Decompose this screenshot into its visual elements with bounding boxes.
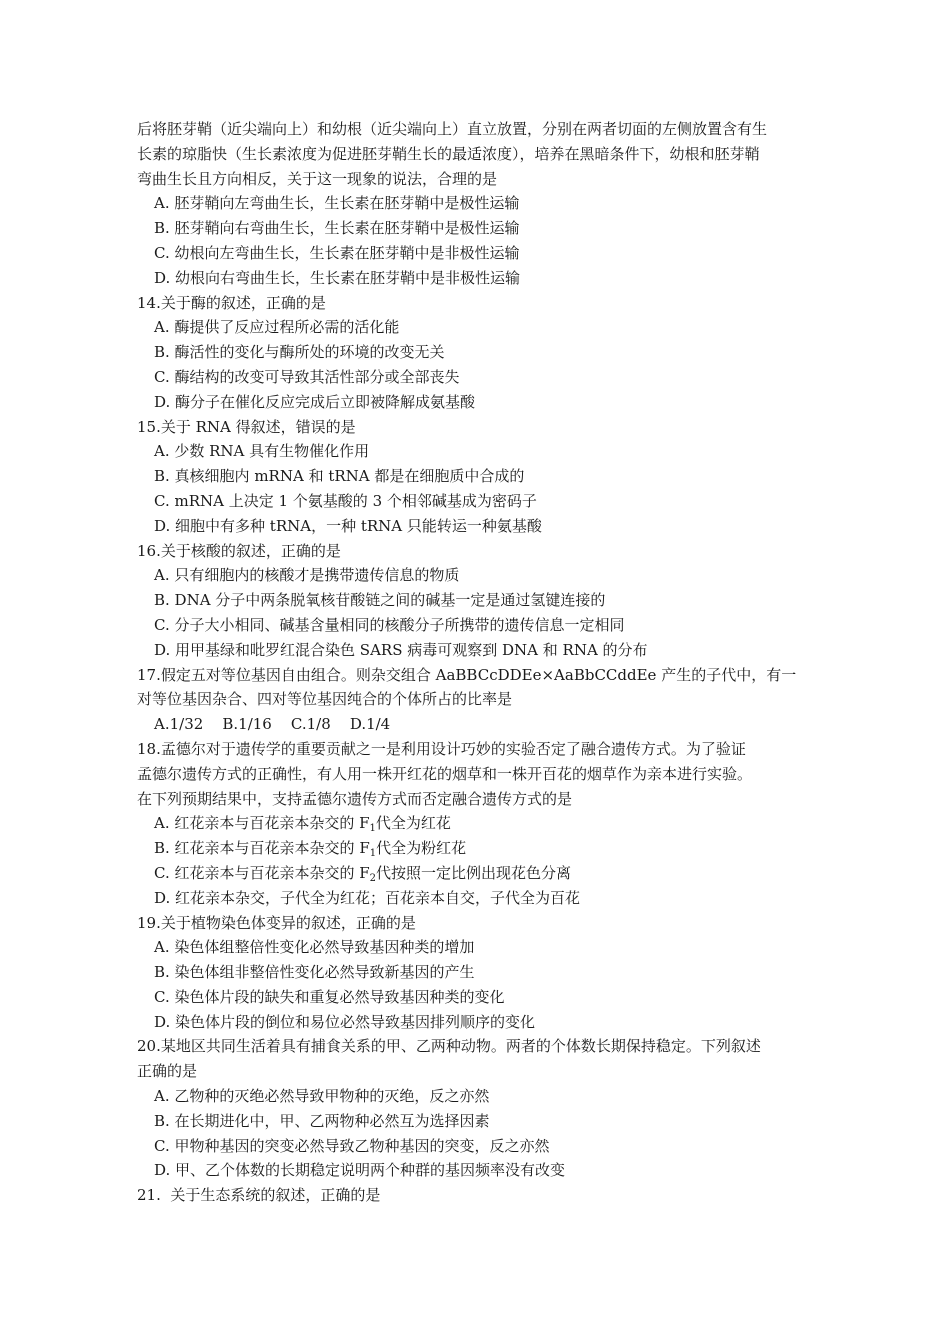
q16-option-b: B. DNA 分子中两条脱氧核苷酸链之间的碱基一定是通过氢键连接的	[154, 591, 606, 610]
q13-stem-line-1: 后将胚芽鞘（近尖端向上）和幼根（近尖端向上）直立放置，分别在两者切面的左侧放置含有生	[137, 120, 768, 138]
q18-stem-line-3: 在下列预期结果中，支持孟德尔遗传方式而否定融合遗传方式的是	[137, 789, 573, 808]
q13-option-b: B. 胚芽鞘向右弯曲生长，生长素在胚芽鞘中是极性运输	[154, 219, 520, 238]
q14-option-b: B. 酶活性的变化与酶所处的环境的改变无关	[154, 343, 445, 362]
q18-option-b-text: B. 红花亲本与百花亲本杂交的 F	[154, 839, 370, 858]
q15-option-b: B. 真核细胞内 mRNA 和 tRNA 都是在细胞质中合成的	[154, 467, 525, 486]
q13-stem-line-3: 弯曲生长且方向相反，关于这一现象的说法，合理的是	[137, 169, 498, 188]
q18-option-a	[137, 811, 827, 836]
q21-stem: 21. 关于生态系统的叙述，正确的是	[137, 1186, 381, 1205]
q15-option-d: D. 细胞中有多种 tRNA，一种 tRNA 只能转运一种氨基酸	[154, 516, 542, 535]
q17-stem-line-1: 17.假定五对等位基因自由组合。则杂交组合 AaBBCcDDEe×AaBbCCddEe 产生的子代中，有一	[137, 665, 797, 684]
q18-option-a-tail: 代全为红花	[375, 814, 451, 833]
q20-stem-line-1: 20.某地区共同生活着具有捕食关系的甲、乙两种动物。两者的个体数长期保持稳定。下列叙述	[137, 1037, 761, 1056]
q14-option-a: A. 酶提供了反应过程所必需的活化能	[154, 318, 400, 337]
q19-stem: 19.关于植物染色体变异的叙述，正确的是	[137, 913, 416, 932]
q14-option-d: D. 酶分子在催化反应完成后立即被降解成氨基酸	[154, 392, 476, 411]
q14-stem: 14.关于酶的叙述，正确的是	[137, 293, 326, 312]
q13-stem-line-2: 长素的琼脂快（生长素浓度为促进胚芽鞘生长的最适浓度），培养在黑暗条件下，幼根和胚芽鞘	[137, 144, 760, 163]
q13-option-c: C. 幼根向左弯曲生长，生长素在胚芽鞘中是非极性运输	[154, 243, 520, 262]
q16-option-c: C. 分子大小相同、碱基含量相同的核酸分子所携带的遗传信息一定相同	[154, 615, 625, 634]
q16-option-d: D. 用甲基绿和吡罗红混合染色 SARS 病毒可观察到 DNA 和 RNA 的分布	[154, 640, 648, 659]
q15-stem: 15.关于 RNA 得叙述，错误的是	[137, 417, 356, 436]
q19-option-a: A. 染色体组整倍性变化必然导致基因种类的增加	[154, 938, 475, 957]
q16-stem: 16.关于核酸的叙述，正确的是	[137, 541, 341, 560]
q16-option-a: A. 只有细胞内的核酸才是携带遗传信息的物质	[154, 566, 460, 585]
q18-option-b	[137, 836, 827, 861]
q19-option-b: B. 染色体组非整倍性变化必然导致新基因的产生	[154, 963, 475, 982]
q18-stem-line-1: 18.孟德尔对于遗传学的重要贡献之一是利用设计巧妙的实验否定了融合遗传方式。为了验证	[137, 739, 746, 758]
q18-option-b-subscript: 1	[369, 848, 377, 860]
q18-stem-line-2: 孟德尔遗传方式的正确性，有人用一株开红花的烟草和一株开百花的烟草作为亲本进行实验。	[137, 764, 753, 783]
q17-stem-line-2: 对等位基因杂合、四对等位基因纯合的个体所占的比率是	[137, 690, 513, 709]
q20-option-a: A. 乙物种的灭绝必然导致甲物种的灭绝，反之亦然	[154, 1087, 490, 1106]
exam-page	[137, 117, 827, 1208]
q17-options: A.1/32 B.1/16 C.1/8 D.1/4	[154, 715, 391, 734]
q20-option-b: B. 在长期进化中，甲、乙两物种必然互为选择因素	[154, 1111, 490, 1130]
q19-option-d: D. 染色体片段的倒位和易位必然导致基因排列顺序的变化	[154, 1012, 536, 1031]
q14-option-c: C. 酶结构的改变可导致其活性部分或全部丧失	[154, 367, 460, 386]
q20-option-c: C. 甲物种基因的突变必然导致乙物种基因的突变，反之亦然	[154, 1136, 550, 1155]
q18-option-c	[137, 861, 827, 886]
q20-stem-line-2: 正确的是	[137, 1062, 198, 1081]
q18-option-c-tail: 代按照一定比例出现花色分离	[376, 863, 572, 882]
q18-option-b-tail: 代全为粉红花	[376, 839, 467, 858]
q13-option-d: D. 幼根向右弯曲生长，生长素在胚芽鞘中是非极性运输	[154, 268, 521, 287]
q18-option-c-subscript: 2	[369, 872, 377, 884]
q18-option-a-subscript: 1	[369, 823, 376, 835]
q19-option-c: C. 染色体片段的缺失和重复必然导致基因种类的变化	[154, 987, 505, 1006]
q18-option-c-text: C. 红花亲本与百花亲本杂交的 F	[154, 863, 370, 882]
q20-option-d: D. 甲、乙个体数的长期稳定说明两个种群的基因频率没有改变	[154, 1161, 566, 1180]
q18-option-a-text: A. 红花亲本与百花亲本杂交的 F	[154, 814, 370, 833]
q15-option-a: A. 少数 RNA 具有生物催化作用	[154, 442, 370, 461]
q13-option-a: A. 胚芽鞘向左弯曲生长，生长素在胚芽鞘中是极性运输	[154, 194, 520, 213]
q15-option-c: C. mRNA 上决定 1 个氨基酸的 3 个相邻碱基成为密码子	[154, 491, 537, 510]
q18-option-d: D. 红花亲本杂交，子代全为红花；百花亲本自交，子代全为百花	[154, 888, 581, 907]
